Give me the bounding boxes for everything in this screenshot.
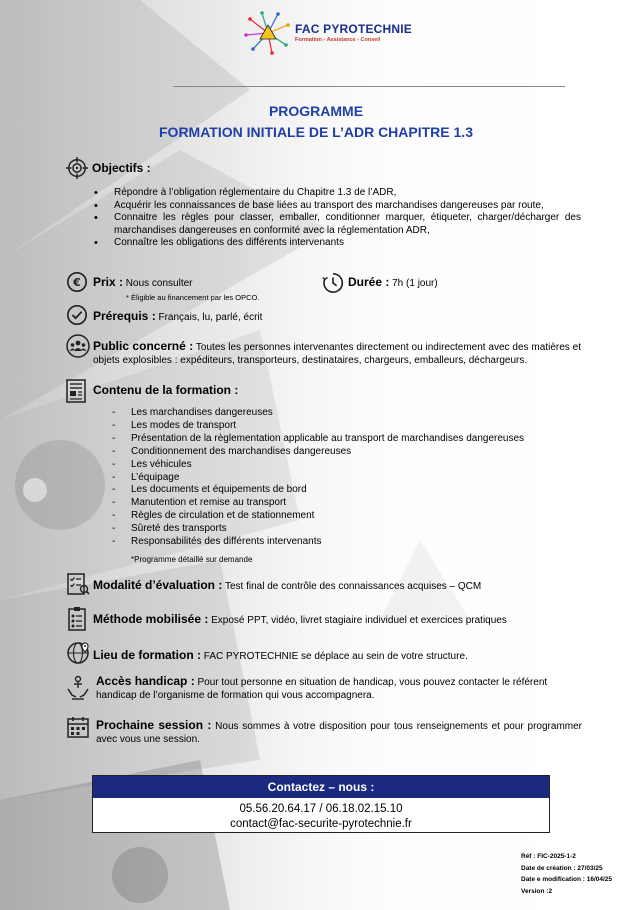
svg-text:€: € bbox=[73, 276, 81, 290]
contact-phones[interactable]: 05.56.20.64.17 / 06.18.02.15.10 bbox=[239, 803, 403, 815]
objectifs-heading bbox=[92, 162, 151, 177]
brand-block bbox=[295, 22, 412, 43]
calendar-icon bbox=[66, 715, 90, 739]
list-item: - Les marchandises dangereuses bbox=[131, 407, 581, 420]
page-title: PROGRAMME bbox=[268, 103, 364, 119]
list-item: - L’équipage bbox=[131, 472, 581, 485]
reference-block bbox=[521, 851, 612, 897]
check-circle-icon bbox=[66, 304, 88, 326]
contenu-heading bbox=[93, 384, 238, 399]
contact-box bbox=[92, 775, 550, 833]
lieu-label: Lieu de formation : bbox=[93, 648, 201, 662]
contact-header: Contactez – nous : bbox=[93, 776, 549, 798]
method-clipboard-icon bbox=[66, 606, 90, 632]
duree-value: 7h (1 jour) bbox=[392, 278, 438, 289]
document-version: Version :2 bbox=[521, 887, 553, 895]
session-value: Nous sommes à votre disposition pour tous renseignements et pour programmer avec vous une session. bbox=[96, 721, 582, 745]
handicap-value: Pour tout personne en situation de handicap, vous pouvez contacter le référent handicap de l’organisme de formation qui vous accompagnera. bbox=[96, 677, 548, 701]
brand-tagline: Formation - Assistance - Conseil bbox=[295, 37, 381, 43]
contenu-label: Contenu de la formation : bbox=[93, 383, 239, 397]
prix-note: * Éligible au financement par les OPCO. bbox=[126, 293, 260, 302]
list-item: - Responsabilités des différents intervenants bbox=[131, 536, 581, 549]
people-group-icon bbox=[66, 334, 90, 358]
reference-code: Réf : FIC-2025-1-2 bbox=[521, 853, 576, 860]
prix-line bbox=[93, 276, 193, 291]
evaluation-line bbox=[93, 579, 481, 594]
list-item: • Répondre à l’obligation réglementaire du Chapitre 1.3 de l’ADR, bbox=[114, 187, 581, 200]
list-item: - Présentation de la règlementation applicable au transport de marchandises dangereuses bbox=[131, 433, 581, 446]
list-item: - Manutention et remise au transport bbox=[131, 497, 581, 510]
modification-date: Date e modification : 16/04/25 bbox=[521, 876, 613, 883]
page-subtitle: FORMATION INITIALE DE L’ADR CHAPITRE 1.3 bbox=[159, 124, 473, 140]
objectifs-label: Objectifs : bbox=[92, 161, 151, 175]
location-globe-icon bbox=[66, 641, 90, 665]
prix-label: Prix : bbox=[93, 275, 124, 289]
prerequis-line bbox=[93, 310, 262, 325]
evaluation-checklist-icon bbox=[66, 572, 90, 596]
document-content-icon bbox=[64, 378, 90, 404]
duree-label: Durée : bbox=[348, 275, 390, 289]
clock-icon bbox=[322, 272, 344, 294]
brand-name: FAC PYROTECHNIE bbox=[295, 22, 413, 36]
header-divider bbox=[173, 86, 565, 87]
euro-icon bbox=[66, 271, 88, 293]
lieu-value: FAC PYROTECHNIE se déplace au sein de votre structure. bbox=[203, 651, 468, 662]
target-icon bbox=[66, 157, 88, 179]
contenu-list bbox=[131, 407, 581, 549]
handicap-paragraph bbox=[96, 675, 582, 702]
accessibility-hands-icon bbox=[66, 675, 90, 701]
public-paragraph bbox=[93, 340, 581, 367]
duree-line bbox=[348, 276, 438, 291]
list-item: • Connaître les obligations des différents intervenants bbox=[114, 237, 581, 250]
contenu-note: *Programme détaillé sur demande bbox=[131, 555, 253, 564]
creation-date: Date de création : 27/03/25 bbox=[521, 864, 603, 872]
list-item: - Les documents et équipements de bord bbox=[131, 484, 581, 497]
list-item: - Règles de circulation et de stationnement bbox=[131, 510, 581, 523]
evaluation-value: Test final de contrôle des connaissances acquises – QCM bbox=[224, 581, 482, 592]
prerequis-label: Prérequis : bbox=[93, 309, 156, 323]
contact-email[interactable]: contact@fac-securite-pyrotechnie.fr bbox=[230, 818, 412, 830]
list-item: - Les véhicules bbox=[131, 459, 581, 472]
lieu-line bbox=[93, 649, 468, 664]
prix-value: Nous consulter bbox=[125, 278, 193, 289]
evaluation-label: Modalité d’évaluation : bbox=[93, 578, 223, 592]
methode-label: Méthode mobilisée : bbox=[93, 612, 209, 626]
list-item: • Acquérir les connaissances de base liées au transport des marchandises dangereuses par route, bbox=[114, 200, 581, 213]
session-paragraph bbox=[96, 719, 582, 746]
objectifs-list bbox=[114, 187, 581, 250]
list-item: - Les modes de transport bbox=[131, 420, 581, 433]
public-label: Public concerné : bbox=[93, 339, 194, 353]
list-item: - Sûreté des transports bbox=[131, 523, 581, 536]
session-label: Prochaine session : bbox=[96, 718, 212, 732]
handicap-label: Accès handicap : bbox=[96, 674, 195, 688]
prerequis-value: Français, lu, parlé, écrit bbox=[158, 312, 263, 323]
public-value: Toutes les personnes intervenantes directement ou indirectement avec des matières et objets explosibles : expéditeurs, transporteurs, destinataires, chargeurs, emballeurs, déchargeurs. bbox=[93, 342, 581, 366]
list-item: - Conditionnement des marchandises dangereuses bbox=[131, 446, 581, 459]
methode-value: Exposé PPT, vidéo, livret stagiaire individuel et exercices pratiques bbox=[211, 615, 507, 626]
list-item: • Connaitre les règles pour classer, emballer, conditionner marquer, étiqueter, charger/décharger des marchandises dangereuses en conformité avec la réglementation ADR, bbox=[114, 212, 581, 237]
methode-line bbox=[93, 613, 507, 628]
